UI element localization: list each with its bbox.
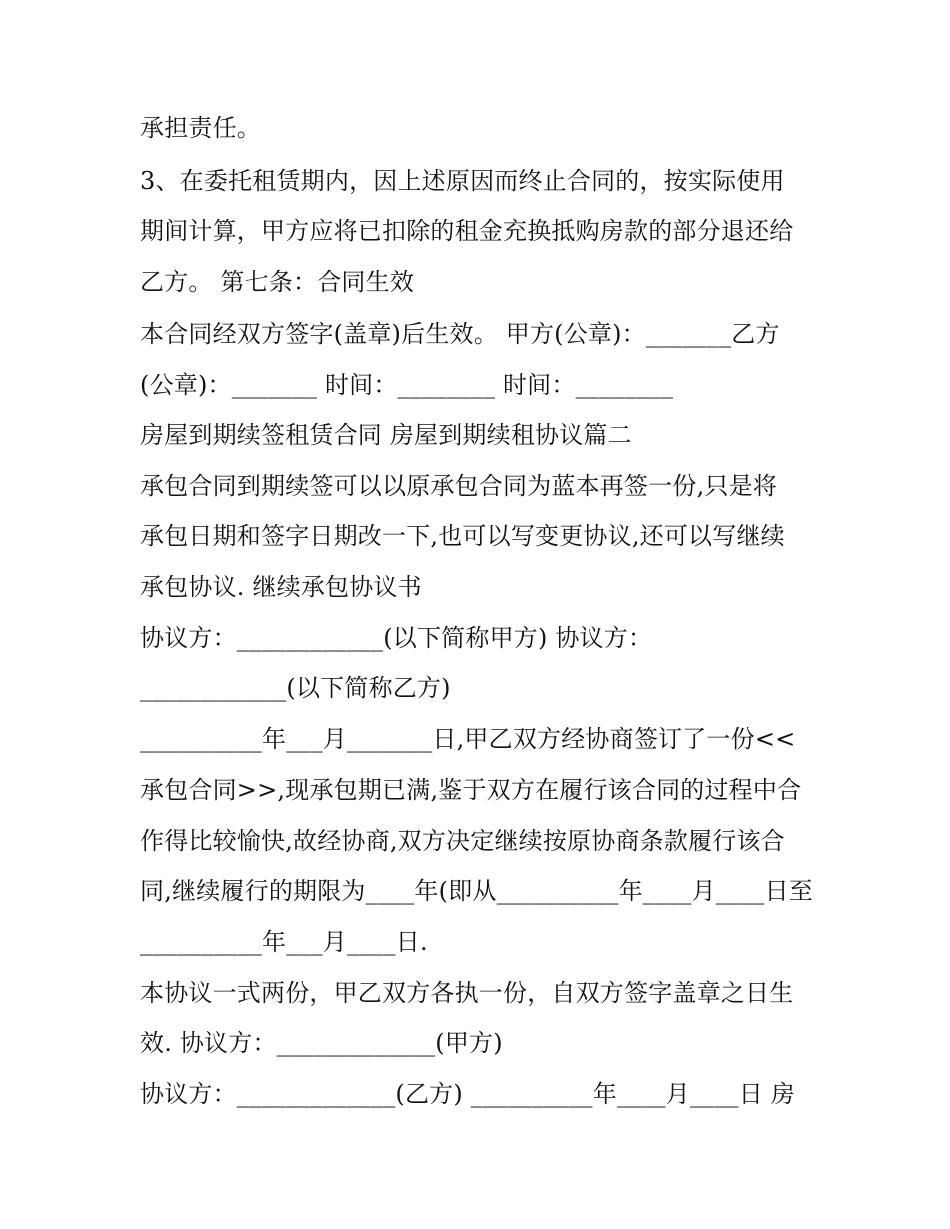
text-line: 同,继续履行的期限为____年(即从__________年____月____日至 <box>140 877 813 905</box>
text-line: (公章)：_______ 时间：________ 时间：________ <box>140 371 674 399</box>
text-line: __________年___月____日. <box>140 928 428 956</box>
text-line: 承担责任。 <box>140 114 261 142</box>
text-line: 承包合同>>,现承包期已满,鉴于双方在履行该合同的过程中合 <box>140 776 802 804</box>
text-line: 承包协议. 继续承包协议书 <box>140 573 422 601</box>
text-line: 承包日期和签字日期改一下,也可以写变更协议,还可以写继续 <box>140 522 785 550</box>
text-line: 乙方。 第七条：合同生效 <box>140 268 415 296</box>
text-line: 作得比较愉快,故经协商,双方决定继续按原协商条款履行该合 <box>140 827 785 855</box>
text-line: 期间计算，甲方应将已扣除的租金充换抵购房款的部分退还给 <box>140 217 794 245</box>
text-line: 协议方：____________(以下简称甲方) 协议方： <box>140 624 653 652</box>
text-line: 3、在委托租赁期内，因上述原因而终止合同的，按实际使用 <box>140 167 785 195</box>
text-line: 本合同经双方签字(盖章)后生效。 甲方(公章)：_______乙方 <box>140 320 780 348</box>
text-line: 协议方：_____________(乙方) __________年____月____日 房 <box>140 1080 795 1108</box>
text-line: __________年___月_______日,甲乙双方经协商签订了一份<< <box>140 725 796 753</box>
text-line: 本协议一式两份，甲乙双方各执一份，自双方签字盖章之日生 <box>140 979 794 1007</box>
text-line: ____________(以下简称乙方) <box>140 674 451 702</box>
section-heading: 房屋到期续签租赁合同 房屋到期续租协议篇二 <box>140 421 632 449</box>
text-line: 承包合同到期续签可以以原承包合同为蓝本再签一份,只是将 <box>140 472 778 500</box>
text-line: 效. 协议方：_____________(甲方) <box>140 1029 503 1057</box>
